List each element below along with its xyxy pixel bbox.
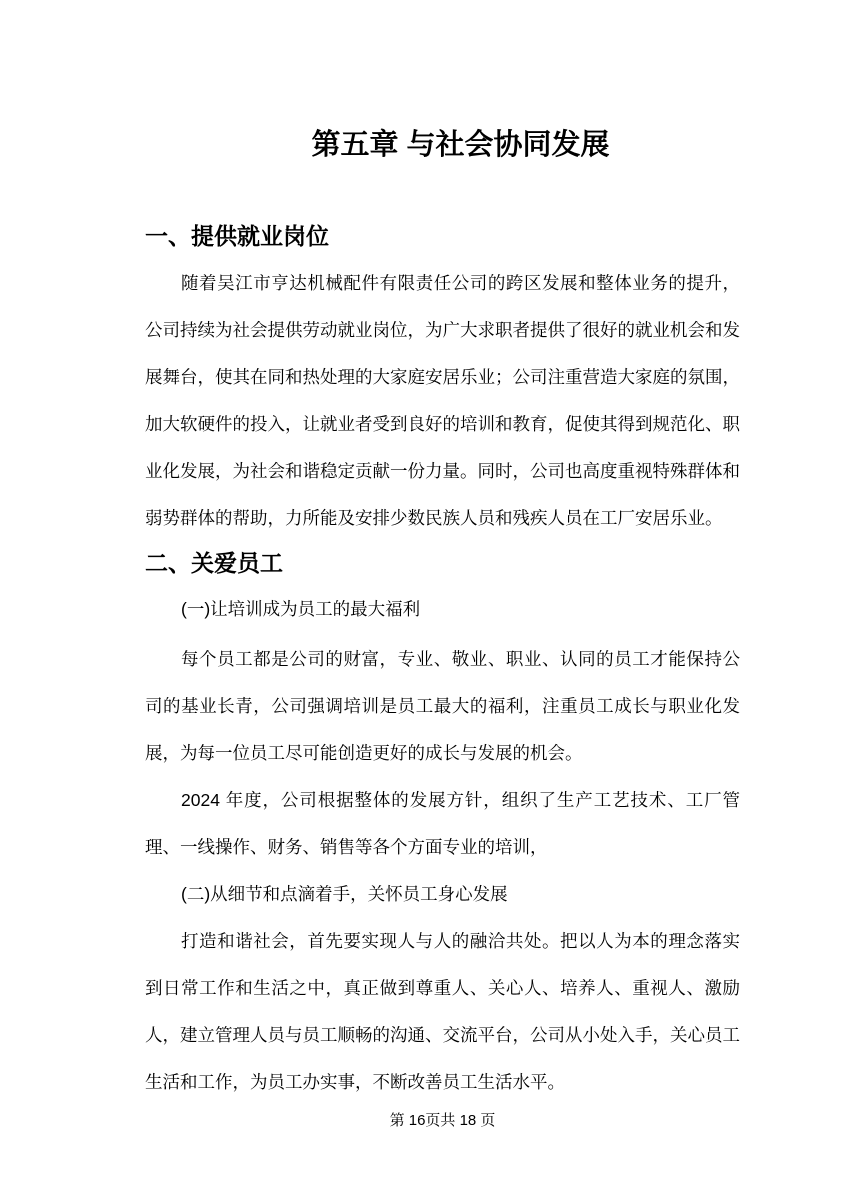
section-2-subheading-1: (一)让培训成为员工的最大福利 [181,599,421,619]
section-2-paragraph-1: 每个员工都是公司的财富，专业、敬业、职业、认同的员工才能保持公司的基业长青，公司强调培训是员工最大的福利，注重员工成长与职业化发展，为每一位员工尽可能创造更好的成长与发展的机会。 [145,649,740,763]
page-number: 第 16页共 18 页 [389,1112,496,1129]
section-2-subheading-2: (二)从细节和点滴着手，关怀员工身心发展 [181,884,508,904]
section-2-paragraph-3: 打造和谐社会，首先要实现人与人的融洽共处。把以人为本的理念落实到日常工作和生活之中，真正做到尊重人、关心人、培养人、重视人、激励人，建立管理人员与员工顺畅的沟通、交流平台，公司从小处入手，关心员工生活和工作，为员工办实事，不断改善员工生活水平。 [145,931,740,1092]
section-1-heading: 一、提供就业岗位 [145,223,329,249]
section-2-paragraph-2: 2024 年度，公司根据整体的发展方针，组织了生产工艺技术、工厂管理、一线操作、财务、销售等各个方面专业的培训， [145,790,740,857]
section-1-paragraph: 随着吴江市亨达机械配件有限责任公司的跨区发展和整体业务的提升，公司持续为社会提供劳动就业岗位，为广大求职者提供了很好的就业机会和发展舞台，使其在同和热处理的大家庭安居乐业；公司注重营造大家庭的氛围，加大软硬件的投入，让就业者受到良好的培训和教育，促使其得到规范化、职业化发展，为社会和谐稳定贡献一份力量。同时，公司也高度重视特殊群体和弱势群体的帮助，力所能及安排少数民族人员和残疾人员在工厂安居乐业。 [145,273,740,528]
chapter-title: 第五章 与社会协同发展 [311,129,610,161]
section-2-heading: 二、关爱员工 [145,550,283,576]
